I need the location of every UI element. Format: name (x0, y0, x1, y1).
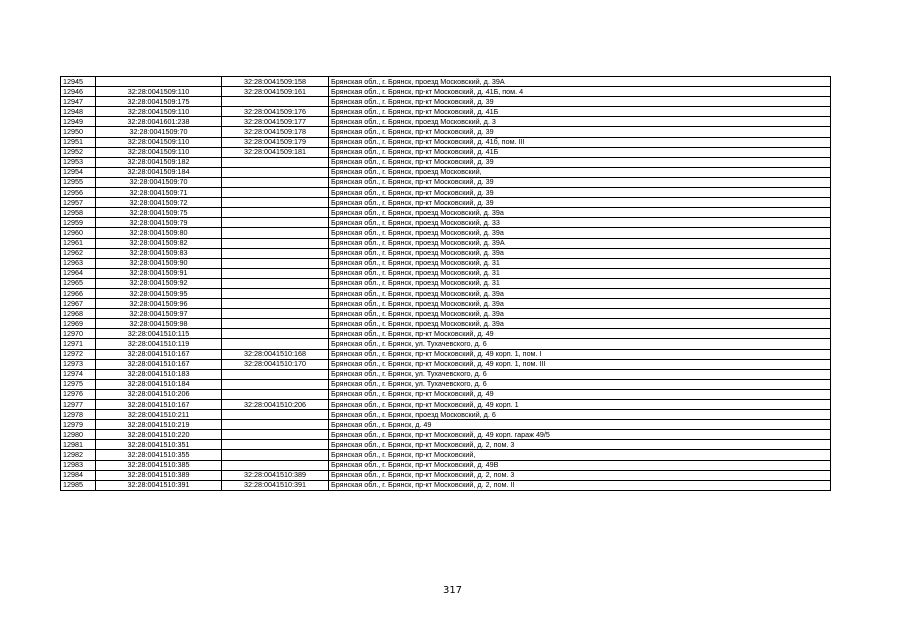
address-cell: Брянская обл., г. Брянск, пр-кт Московский, д. 39 (329, 177, 831, 187)
linked-cadastral-number-cell (222, 258, 329, 268)
cadastral-number-cell: 32:28:0041509:72 (96, 198, 222, 208)
table-row (61, 450, 831, 460)
table-row (61, 198, 831, 208)
table-row (61, 389, 831, 399)
linked-cadastral-number-cell (222, 339, 329, 349)
cadastral-number-cell: 32:28:0041509:79 (96, 218, 222, 228)
cadastral-number-cell: 32:28:0041510:385 (96, 460, 222, 470)
linked-cadastral-number-cell (222, 369, 329, 379)
row-number-cell: 12982 (61, 450, 96, 460)
table-row (61, 258, 831, 268)
table-row (61, 319, 831, 329)
address-cell: Брянская обл., г. Брянск, проезд Московский, д. 31 (329, 258, 831, 268)
row-number-cell: 12984 (61, 470, 96, 480)
cadastral-number-cell: 32:28:0041509:110 (96, 137, 222, 147)
row-number-cell: 12968 (61, 309, 96, 319)
address-cell: Брянская обл., г. Брянск, проезд Московский, д. 39а (329, 248, 831, 258)
linked-cadastral-number-cell: 32:28:0041509:177 (222, 117, 329, 127)
table-row (61, 77, 831, 87)
cadastral-number-cell: 32:28:0041510:119 (96, 339, 222, 349)
address-cell: Брянская обл., г. Брянск, пр-кт Московский, д. 41Б (329, 107, 831, 117)
row-number-cell: 12975 (61, 379, 96, 389)
address-cell: Брянская обл., г. Брянск, пр-кт Московский, д. 41Б, пом. 4 (329, 87, 831, 97)
table-row (61, 430, 831, 440)
row-number-cell: 12973 (61, 359, 96, 369)
linked-cadastral-number-cell: 32:28:0041509:181 (222, 147, 329, 157)
table-row (61, 299, 831, 309)
linked-cadastral-number-cell (222, 309, 329, 319)
row-number-cell: 12960 (61, 228, 96, 238)
cadastral-number-cell (96, 77, 222, 87)
cadastral-number-cell: 32:28:0041509:70 (96, 127, 222, 137)
row-number-cell: 12948 (61, 107, 96, 117)
row-number-cell: 12967 (61, 299, 96, 309)
table-row (61, 268, 831, 278)
address-cell: Брянская обл., г. Брянск, проезд Московский, (329, 167, 831, 177)
linked-cadastral-number-cell (222, 97, 329, 107)
address-cell: Брянская обл., г. Брянск, пр-кт Московский, д. 39 (329, 188, 831, 198)
table-row (61, 87, 831, 97)
linked-cadastral-number-cell (222, 389, 329, 399)
linked-cadastral-number-cell (222, 410, 329, 420)
cadastral-number-cell: 32:28:0041510:211 (96, 410, 222, 420)
linked-cadastral-number-cell: 32:28:0041510:391 (222, 480, 329, 490)
table-row (61, 107, 831, 117)
cadastral-number-cell: 32:28:0041509:82 (96, 238, 222, 248)
linked-cadastral-number-cell (222, 440, 329, 450)
row-number-cell: 12979 (61, 420, 96, 430)
row-number-cell: 12965 (61, 278, 96, 288)
address-cell: Брянская обл., г. Брянск, ул. Тухачевского, д. 6 (329, 379, 831, 389)
table-row (61, 460, 831, 470)
table-row (61, 349, 831, 359)
table-row (61, 288, 831, 298)
address-cell: Брянская обл., г. Брянск, пр-кт Московский, д. 49В (329, 460, 831, 470)
address-cell: Брянская обл., г. Брянск, пр-кт Московский, д. 39 (329, 97, 831, 107)
row-number-cell: 12983 (61, 460, 96, 470)
linked-cadastral-number-cell (222, 167, 329, 177)
address-cell: Брянская обл., г. Брянск, проезд Московский, д. 3 (329, 117, 831, 127)
cadastral-number-cell: 32:28:0041510:115 (96, 329, 222, 339)
table-row (61, 248, 831, 258)
cadastral-number-cell: 32:28:0041510:206 (96, 389, 222, 399)
address-cell: Брянская обл., г. Брянск, проезд Московский, д. 39а (329, 319, 831, 329)
table-row (61, 208, 831, 218)
linked-cadastral-number-cell (222, 420, 329, 430)
address-cell: Брянская обл., г. Брянск, пр-кт Московский, д. 41б, пом. III (329, 137, 831, 147)
cadastral-number-cell: 32:28:0041509:83 (96, 248, 222, 258)
address-cell: Брянская обл., г. Брянск, ул. Тухачевского, д. 6 (329, 369, 831, 379)
table-row (61, 369, 831, 379)
address-cell: Брянская обл., г. Брянск, пр-кт Московский, д. 49 корп. гараж 49/5 (329, 430, 831, 440)
table-row (61, 339, 831, 349)
linked-cadastral-number-cell: 32:28:0041509:158 (222, 77, 329, 87)
cadastral-number-cell: 32:28:0041509:110 (96, 87, 222, 97)
cadastral-number-cell: 32:28:0041510:167 (96, 400, 222, 410)
linked-cadastral-number-cell (222, 460, 329, 470)
linked-cadastral-number-cell: 32:28:0041510:206 (222, 400, 329, 410)
row-number-cell: 12964 (61, 268, 96, 278)
cadastral-number-cell: 32:28:0041509:95 (96, 288, 222, 298)
address-cell: Брянская обл., г. Брянск, д. 49 (329, 420, 831, 430)
row-number-cell: 12946 (61, 87, 96, 97)
address-cell: Брянская обл., г. Брянск, пр-кт Московский, д. 49 корп. 1, пом. I (329, 349, 831, 359)
linked-cadastral-number-cell (222, 268, 329, 278)
row-number-cell: 12978 (61, 410, 96, 420)
linked-cadastral-number-cell: 32:28:0041509:176 (222, 107, 329, 117)
row-number-cell: 12976 (61, 389, 96, 399)
table-row (61, 420, 831, 430)
linked-cadastral-number-cell (222, 198, 329, 208)
address-cell: Брянская обл., г. Брянск, проезд Московский, д. 6 (329, 410, 831, 420)
linked-cadastral-number-cell (222, 208, 329, 218)
linked-cadastral-number-cell (222, 450, 329, 460)
cadastral-number-cell: 32:28:0041509:182 (96, 157, 222, 167)
cadastral-number-cell: 32:28:0041509:70 (96, 177, 222, 187)
registry-table (60, 76, 831, 491)
row-number-cell: 12954 (61, 167, 96, 177)
address-cell: Брянская обл., г. Брянск, пр-кт Московский, д. 49 корп. 1, пом. III (329, 359, 831, 369)
row-number-cell: 12971 (61, 339, 96, 349)
address-cell: Брянская обл., г. Брянск, проезд Московский, д. 31 (329, 278, 831, 288)
registry-table-body (61, 77, 831, 491)
address-cell: Брянская обл., г. Брянск, пр-кт Московский, д. 2, пом. 3 (329, 440, 831, 450)
linked-cadastral-number-cell (222, 299, 329, 309)
cadastral-number-cell: 32:28:0041510:183 (96, 369, 222, 379)
linked-cadastral-number-cell (222, 177, 329, 187)
linked-cadastral-number-cell (222, 238, 329, 248)
address-cell: Брянская обл., г. Брянск, пр-кт Московский, д. 39 (329, 127, 831, 137)
row-number-cell: 12949 (61, 117, 96, 127)
table-row (61, 97, 831, 107)
row-number-cell: 12945 (61, 77, 96, 87)
cadastral-number-cell: 32:28:0041510:355 (96, 450, 222, 460)
address-cell: Брянская обл., г. Брянск, ул. Тухачевского, д. 6 (329, 339, 831, 349)
row-number-cell: 12985 (61, 480, 96, 490)
linked-cadastral-number-cell (222, 278, 329, 288)
address-cell: Брянская обл., г. Брянск, пр-кт Московский, д. 39 (329, 198, 831, 208)
linked-cadastral-number-cell: 32:28:0041509:161 (222, 87, 329, 97)
address-cell: Брянская обл., г. Брянск, проезд Московский, д. 39А (329, 77, 831, 87)
linked-cadastral-number-cell: 32:28:0041510:389 (222, 470, 329, 480)
table-row (61, 470, 831, 480)
linked-cadastral-number-cell (222, 288, 329, 298)
row-number-cell: 12974 (61, 369, 96, 379)
row-number-cell: 12961 (61, 238, 96, 248)
address-cell: Брянская обл., г. Брянск, пр-кт Московский, д. 41Б (329, 147, 831, 157)
row-number-cell: 12972 (61, 349, 96, 359)
linked-cadastral-number-cell: 32:28:0041509:178 (222, 127, 329, 137)
table-row (61, 480, 831, 490)
table-row (61, 137, 831, 147)
address-cell: Брянская обл., г. Брянск, пр-кт Московский, д. 49 корп. 1 (329, 400, 831, 410)
cadastral-number-cell: 32:28:0041510:219 (96, 420, 222, 430)
cadastral-number-cell: 32:28:0041509:75 (96, 208, 222, 218)
linked-cadastral-number-cell (222, 430, 329, 440)
table-row (61, 177, 831, 187)
row-number-cell: 12969 (61, 319, 96, 329)
row-number-cell: 12963 (61, 258, 96, 268)
row-number-cell: 12980 (61, 430, 96, 440)
cadastral-number-cell: 32:28:0041510:391 (96, 480, 222, 490)
table-row (61, 147, 831, 157)
address-cell: Брянская обл., г. Брянск, пр-кт Московский, д. 49 (329, 329, 831, 339)
table-row (61, 410, 831, 420)
cadastral-number-cell: 32:28:0041509:92 (96, 278, 222, 288)
cadastral-number-cell: 32:28:0041510:167 (96, 349, 222, 359)
row-number-cell: 12981 (61, 440, 96, 450)
address-cell: Брянская обл., г. Брянск, пр-кт Московский, д. 49 (329, 389, 831, 399)
row-number-cell: 12958 (61, 208, 96, 218)
linked-cadastral-number-cell (222, 379, 329, 389)
cadastral-number-cell: 32:28:0041510:389 (96, 470, 222, 480)
cadastral-number-cell: 32:28:0041509:175 (96, 97, 222, 107)
row-number-cell: 12956 (61, 188, 96, 198)
table-row (61, 228, 831, 238)
cadastral-number-cell: 32:28:0041509:91 (96, 268, 222, 278)
linked-cadastral-number-cell (222, 228, 329, 238)
address-cell: Брянская обл., г. Брянск, проезд Московский, д. 39а (329, 208, 831, 218)
cadastral-number-cell: 32:28:0041509:184 (96, 167, 222, 177)
row-number-cell: 12977 (61, 400, 96, 410)
table-row (61, 167, 831, 177)
row-number-cell: 12962 (61, 248, 96, 258)
address-cell: Брянская обл., г. Брянск, пр-кт Московский, (329, 450, 831, 460)
table-row (61, 329, 831, 339)
address-cell: Брянская обл., г. Брянск, проезд Московский, д. 33 (329, 218, 831, 228)
cadastral-number-cell: 32:28:0041509:90 (96, 258, 222, 268)
table-row (61, 400, 831, 410)
cadastral-number-cell: 32:28:0041510:351 (96, 440, 222, 450)
cadastral-number-cell: 32:28:0041510:184 (96, 379, 222, 389)
row-number-cell: 12959 (61, 218, 96, 228)
row-number-cell: 12955 (61, 177, 96, 187)
row-number-cell: 12953 (61, 157, 96, 167)
table-row (61, 117, 831, 127)
row-number-cell: 12947 (61, 97, 96, 107)
cadastral-number-cell: 32:28:0041510:220 (96, 430, 222, 440)
table-row (61, 440, 831, 450)
table-row (61, 309, 831, 319)
address-cell: Брянская обл., г. Брянск, проезд Московский, д. 39а (329, 309, 831, 319)
address-cell: Брянская обл., г. Брянск, пр-кт Московский, д. 39 (329, 157, 831, 167)
row-number-cell: 12952 (61, 147, 96, 157)
linked-cadastral-number-cell: 32:28:0041510:170 (222, 359, 329, 369)
table-row (61, 359, 831, 369)
table-row (61, 218, 831, 228)
row-number-cell: 12951 (61, 137, 96, 147)
linked-cadastral-number-cell (222, 157, 329, 167)
linked-cadastral-number-cell (222, 319, 329, 329)
address-cell: Брянская обл., г. Брянск, проезд Московский, д. 39а (329, 228, 831, 238)
cadastral-number-cell: 32:28:0041509:71 (96, 188, 222, 198)
cadastral-number-cell: 32:28:0041510:167 (96, 359, 222, 369)
linked-cadastral-number-cell (222, 218, 329, 228)
cadastral-number-cell: 32:28:0041509:110 (96, 147, 222, 157)
address-cell: Брянская обл., г. Брянск, проезд Московский, д. 39а (329, 288, 831, 298)
linked-cadastral-number-cell (222, 188, 329, 198)
cadastral-number-cell: 32:28:0041509:97 (96, 309, 222, 319)
table-row (61, 188, 831, 198)
table-row (61, 379, 831, 389)
linked-cadastral-number-cell (222, 248, 329, 258)
page-number: 317 (442, 585, 463, 596)
table-row (61, 278, 831, 288)
linked-cadastral-number-cell: 32:28:0041510:168 (222, 349, 329, 359)
linked-cadastral-number-cell: 32:28:0041509:179 (222, 137, 329, 147)
cadastral-number-cell: 32:28:0041509:96 (96, 299, 222, 309)
address-cell: Брянская обл., г. Брянск, проезд Московский, д. 39А (329, 238, 831, 248)
linked-cadastral-number-cell (222, 329, 329, 339)
address-cell: Брянская обл., г. Брянск, проезд Московский, д. 39а (329, 299, 831, 309)
row-number-cell: 12966 (61, 288, 96, 298)
row-number-cell: 12957 (61, 198, 96, 208)
row-number-cell: 12970 (61, 329, 96, 339)
cadastral-number-cell: 32:28:0041509:110 (96, 107, 222, 117)
address-cell: Брянская обл., г. Брянск, проезд Московский, д. 31 (329, 268, 831, 278)
cadastral-number-cell: 32:28:0041509:98 (96, 319, 222, 329)
row-number-cell: 12950 (61, 127, 96, 137)
address-cell: Брянская обл., г. Брянск, пр-кт Московский, д. 2, пом. 3 (329, 470, 831, 480)
table-row (61, 238, 831, 248)
address-cell: Брянская обл., г. Брянск, пр-кт Московский, д. 2, пом. II (329, 480, 831, 490)
cadastral-number-cell: 32:28:0041601:238 (96, 117, 222, 127)
table-row (61, 157, 831, 167)
cadastral-number-cell: 32:28:0041509:80 (96, 228, 222, 238)
table-row (61, 127, 831, 137)
